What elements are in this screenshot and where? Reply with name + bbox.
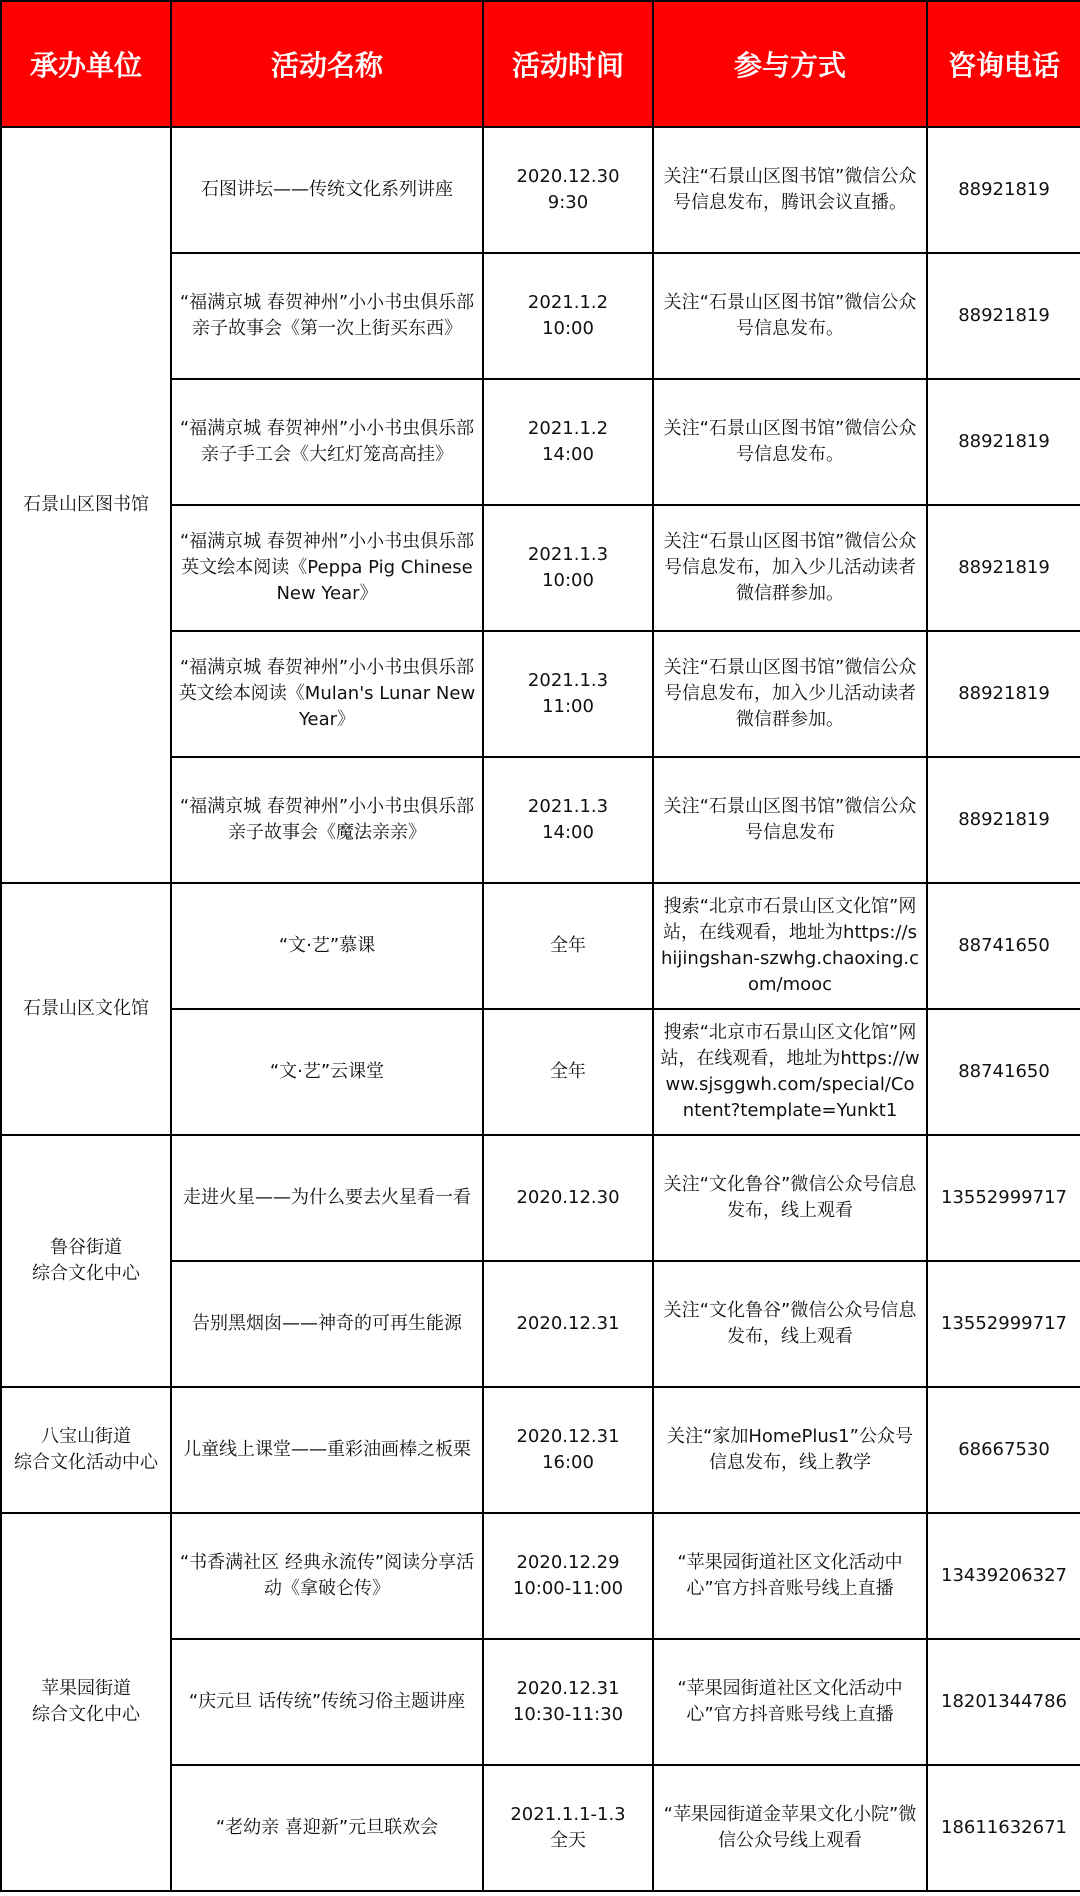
phone-number: 88741650 (927, 883, 1080, 1009)
activity-name: “福满京城 春贺神州”小小书虫俱乐部英文绘本阅读《Peppa Pig Chinese New Year》 (171, 505, 483, 631)
phone-number: 18611632671 (927, 1765, 1080, 1891)
activity-time: 全年 (483, 1009, 653, 1135)
header-org: 承办单位 (1, 1, 171, 127)
phone-number: 88921819 (927, 127, 1080, 253)
activity-name: “福满京城 春贺神州”小小书虫俱乐部亲子手工会《大红灯笼高高挂》 (171, 379, 483, 505)
activity-time: 2020.12.30 9:30 (483, 127, 653, 253)
phone-number: 88921819 (927, 379, 1080, 505)
activity-time: 2021.1.3 11:00 (483, 631, 653, 757)
participation-method: 关注“文化鲁谷”微信公众号信息发布，线上观看 (653, 1135, 927, 1261)
activity-time: 2020.12.31 (483, 1261, 653, 1387)
participation-method: “苹果园街道社区文化活动中心”官方抖音账号线上直播 (653, 1513, 927, 1639)
org-cell: 鲁谷街道 综合文化中心 (1, 1135, 171, 1387)
table-row (1, 1513, 1080, 1639)
activity-time: 2020.12.30 (483, 1135, 653, 1261)
table-row (1, 883, 1080, 1009)
activity-name: “福满京城 春贺神州”小小书虫俱乐部亲子故事会《第一次上街买东西》 (171, 253, 483, 379)
participation-method: 关注“文化鲁谷”微信公众号信息发布，线上观看 (653, 1261, 927, 1387)
participation-method: “苹果园街道社区文化活动中心”官方抖音账号线上直播 (653, 1639, 927, 1765)
activity-name: “老幼亲 喜迎新”元旦联欢会 (171, 1765, 483, 1891)
org-cell: 石景山区图书馆 (1, 127, 171, 883)
phone-number: 13552999717 (927, 1135, 1080, 1261)
activity-name: “文·艺”慕课 (171, 883, 483, 1009)
participation-method: “苹果园街道金苹果文化小院”微信公众号线上观看 (653, 1765, 927, 1891)
participation-method: 关注“石景山区图书馆”微信公众号信息发布 (653, 757, 927, 883)
activity-time: 2021.1.3 14:00 (483, 757, 653, 883)
org-cell: 石景山区文化馆 (1, 883, 171, 1135)
header-phone: 咨询电话 (927, 1, 1080, 127)
activity-name: 儿童线上课堂——重彩油画棒之板栗 (171, 1387, 483, 1513)
activity-time: 2021.1.2 10:00 (483, 253, 653, 379)
activity-name: 告别黑烟囱——神奇的可再生能源 (171, 1261, 483, 1387)
participation-method: 关注“家加HomePlus1”公众号信息发布，线上教学 (653, 1387, 927, 1513)
activity-time: 2021.1.1-1.3 全天 (483, 1765, 653, 1891)
activity-name: 走进火星——为什么要去火星看一看 (171, 1135, 483, 1261)
header-row (1, 1, 1080, 127)
phone-number: 68667530 (927, 1387, 1080, 1513)
table-row (1, 1387, 1080, 1513)
activity-name: “福满京城 春贺神州”小小书虫俱乐部亲子故事会《魔法亲亲》 (171, 757, 483, 883)
participation-method: 搜索“北京市石景山区文化馆”网站，在线观看，地址为https://shijingshan-szwhg.chaoxing.com/mooc (653, 883, 927, 1009)
participation-method: 关注“石景山区图书馆”微信公众号信息发布。 (653, 379, 927, 505)
participation-method: 关注“石景山区图书馆”微信公众号信息发布。 (653, 253, 927, 379)
header-name: 活动名称 (171, 1, 483, 127)
header-method: 参与方式 (653, 1, 927, 127)
participation-method: 关注“石景山区图书馆”微信公众号信息发布，腾讯会议直播。 (653, 127, 927, 253)
phone-number: 88921819 (927, 631, 1080, 757)
participation-method: 关注“石景山区图书馆”微信公众号信息发布，加入少儿活动读者微信群参加。 (653, 505, 927, 631)
activity-time: 2021.1.2 14:00 (483, 379, 653, 505)
phone-number: 88741650 (927, 1009, 1080, 1135)
phone-number: 13439206327 (927, 1513, 1080, 1639)
activity-name: “福满京城 春贺神州”小小书虫俱乐部英文绘本阅读《Mulan's Lunar New Year》 (171, 631, 483, 757)
activity-name: 石图讲坛——传统文化系列讲座 (171, 127, 483, 253)
participation-method: 搜索“北京市石景山区文化馆”网站，在线观看，地址为https://www.sjsggwh.com/special/Content?template=Yunkt1 (653, 1009, 927, 1135)
phone-number: 13552999717 (927, 1261, 1080, 1387)
activity-name: “书香满社区 经典永流传”阅读分享活动《拿破仑传》 (171, 1513, 483, 1639)
org-cell: 八宝山街道 综合文化活动中心 (1, 1387, 171, 1513)
activity-name: “文·艺”云课堂 (171, 1009, 483, 1135)
phone-number: 88921819 (927, 505, 1080, 631)
activity-time: 2020.12.31 16:00 (483, 1387, 653, 1513)
header-time: 活动时间 (483, 1, 653, 127)
org-cell: 苹果园街道 综合文化中心 (1, 1513, 171, 1891)
activity-time: 2020.12.29 10:00-11:00 (483, 1513, 653, 1639)
activity-time: 2020.12.31 10:30-11:30 (483, 1639, 653, 1765)
activity-name: “庆元旦 话传统”传统习俗主题讲座 (171, 1639, 483, 1765)
table-row (1, 1135, 1080, 1261)
activity-time: 全年 (483, 883, 653, 1009)
activity-time: 2021.1.3 10:00 (483, 505, 653, 631)
phone-number: 88921819 (927, 253, 1080, 379)
participation-method: 关注“石景山区图书馆”微信公众号信息发布，加入少儿活动读者微信群参加。 (653, 631, 927, 757)
phone-number: 88921819 (927, 757, 1080, 883)
table-row (1, 127, 1080, 253)
phone-number: 18201344786 (927, 1639, 1080, 1765)
